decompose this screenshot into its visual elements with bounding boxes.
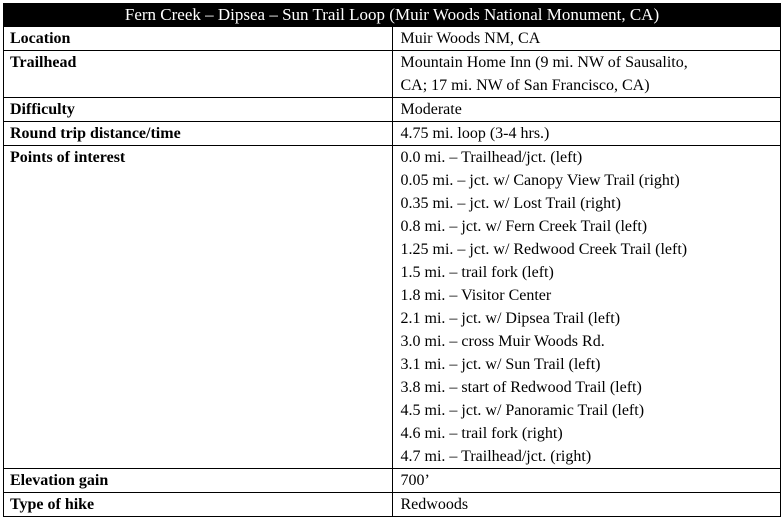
row-value: 700’ bbox=[392, 469, 781, 493]
row-value: 4.75 mi. loop (3-4 hrs.) bbox=[392, 122, 781, 146]
poi-item: 1.25 mi. – jct. w/ Redwood Creek Trail (left) bbox=[400, 241, 688, 258]
row-value: Moderate bbox=[392, 98, 781, 122]
row-value: Muir Woods NM, CA bbox=[392, 27, 781, 51]
poi-item: 0.05 mi. – jct. w/ Canopy View Trail (right) bbox=[400, 172, 680, 189]
poi-item: 0.8 mi. – jct. w/ Fern Creek Trail (left) bbox=[400, 218, 648, 235]
poi-item: 1.5 mi. – trail fork (left) bbox=[400, 264, 554, 281]
poi-item: 4.7 mi. – Trailhead/jct. (right) bbox=[400, 448, 592, 465]
row-value: Redwoods bbox=[392, 493, 781, 517]
row-value bbox=[392, 51, 781, 98]
row-label: Trailhead bbox=[4, 51, 393, 98]
row-label: Difficulty bbox=[4, 98, 393, 122]
table-row-location bbox=[4, 27, 781, 51]
trail-info-table bbox=[3, 3, 781, 517]
poi-item: 4.5 mi. – jct. w/ Panoramic Trail (left) bbox=[400, 402, 645, 419]
table-row-type bbox=[4, 493, 781, 517]
row-label: Type of hike bbox=[4, 493, 393, 517]
poi-item: 2.1 mi. – jct. w/ Dipsea Trail (left) bbox=[400, 310, 621, 327]
poi-item: 3.1 mi. – jct. w/ Sun Trail (left) bbox=[400, 356, 601, 373]
poi-item: 3.8 mi. – start of Redwood Trail (left) bbox=[400, 379, 642, 396]
table-title: Fern Creek – Dipsea – Sun Trail Loop (Muir Woods National Monument, CA) bbox=[4, 4, 781, 27]
row-label: Location bbox=[4, 27, 393, 51]
row-label: Elevation gain bbox=[4, 469, 393, 493]
table-row-trailhead bbox=[4, 51, 781, 98]
row-label: Points of interest bbox=[4, 146, 393, 469]
table-row-distance bbox=[4, 122, 781, 146]
poi-item: 1.8 mi. – Visitor Center bbox=[400, 287, 552, 304]
poi-item: 3.0 mi. – cross Muir Woods Rd. bbox=[400, 333, 605, 350]
row-label: Round trip distance/time bbox=[4, 122, 393, 146]
poi-item: 4.6 mi. – trail fork (right) bbox=[400, 425, 563, 442]
poi-item: 0.35 mi. – jct. w/ Lost Trail (right) bbox=[400, 195, 621, 212]
poi-item: 0.0 mi. – Trailhead/jct. (left) bbox=[400, 149, 583, 166]
trailhead-line: Mountain Home Inn (9 mi. NW of Sausalito, bbox=[400, 54, 688, 71]
trailhead-line: CA; 17 mi. NW of San Francisco, CA) bbox=[400, 77, 650, 94]
title-row bbox=[4, 4, 781, 27]
table-row-difficulty bbox=[4, 98, 781, 122]
points-of-interest-list bbox=[392, 146, 781, 469]
table-row-elevation bbox=[4, 469, 781, 493]
table-row-points-of-interest bbox=[4, 146, 781, 469]
